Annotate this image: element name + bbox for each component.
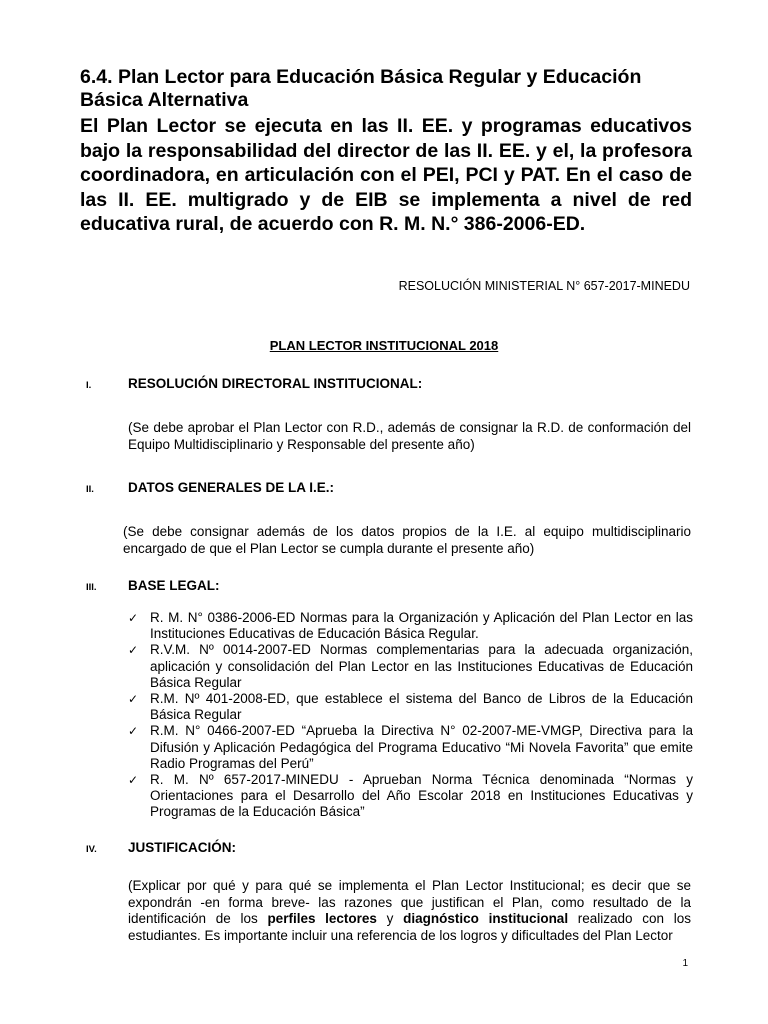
list-item-text: R.V.M. Nº 0014-2007-ED Normas complementarias para la adecuada organización, aplicación y consolidación del Plan Lector en las Instituciones Educativas de Educación Básica Regular bbox=[150, 642, 693, 690]
section-2-text: (Se debe consignar además de los datos propios de la I.E. al equipo multidisciplinario encargado de que el Plan Lector se cumpla durante el presente año) bbox=[123, 524, 691, 556]
section-1-number: I. bbox=[86, 380, 92, 391]
legal-basis-list bbox=[128, 610, 693, 821]
list-item-text: R.M. N° 0466-2007-ED “Aprueba la Directiva N° 02-2007-ME-VMGP, Directiva para la Difusión y Aplicación Pedagógica del Programa Educativo “Mi Novela Favorita” que emite Radio Programas del Perú” bbox=[150, 723, 693, 771]
list-item-text: R. M. Nº 657-2017-MINEDU - Aprueban Norma Técnica denominada “Normas y Orientaciones para el Desarrollo del Año Escolar 2018 en Instituciones Educativas y Programas de la Educación Básica” bbox=[150, 772, 693, 820]
list-item bbox=[128, 691, 693, 723]
section-1-title: RESOLUCIÓN DIRECTORAL INSTITUCIONAL: bbox=[128, 376, 423, 391]
section-4-heading bbox=[86, 840, 706, 855]
section-3-title: BASE LEGAL: bbox=[128, 578, 220, 593]
justification-text-c: realizado con los estudiantes. Es importante incluir una referencia de los logros y dificultades del Plan Lector bbox=[128, 911, 691, 943]
section-1-text: (Se debe aprobar el Plan Lector con R.D., además de consignar la R.D. de conformación del Equipo Multidisciplinario y Responsable del presente año) bbox=[128, 420, 691, 452]
section-2-title: DATOS GENERALES DE LA I.E.: bbox=[128, 480, 335, 495]
plan-title-text: PLAN LECTOR INSTITUCIONAL 2018 bbox=[269, 338, 499, 353]
section-3-number: III. bbox=[86, 582, 97, 593]
list-item bbox=[128, 610, 693, 642]
list-item-text: R. M. N° 0386-2006-ED Normas para la Organización y Aplicación del Plan Lector en las Instituciones Educativas de Educación Básica Regular. bbox=[150, 610, 693, 642]
section-heading: 6.4. Plan Lector para Educación Básica Regular y Educación Básica Alternativa bbox=[80, 66, 642, 111]
heading-body: El Plan Lector se ejecuta en las II. EE. y programas educativos bajo la responsabilidad del director de las II. EE. y el, la profesora coordinadora, en articulación con el PEI, PCI y PAT. En el caso de las II. EE. multigrado y de EIB se implementa a nivel de red educativa rural, de acuerdo con R. M. N.° 386-2006-ED. bbox=[80, 115, 692, 235]
section-4-text bbox=[128, 878, 691, 944]
checkmark-icon: ✓ bbox=[128, 611, 139, 625]
plan-title bbox=[0, 338, 768, 353]
resolution-reference: RESOLUCIÓN MINISTERIAL N° 657-2017-MINEDU bbox=[398, 279, 690, 293]
section-3-heading bbox=[86, 578, 706, 593]
list-item bbox=[128, 642, 693, 691]
checkmark-icon: ✓ bbox=[128, 692, 139, 707]
checkmark-icon: ✓ bbox=[128, 643, 139, 658]
section-4-title: JUSTIFICACIÓN: bbox=[128, 840, 236, 855]
checkmark-icon: ✓ bbox=[128, 773, 139, 788]
section-2-heading bbox=[86, 480, 706, 495]
checkmark-icon: ✓ bbox=[128, 724, 139, 739]
list-item bbox=[128, 772, 693, 821]
section-2-number: II. bbox=[86, 484, 94, 495]
justification-bold-1: perfiles lectores bbox=[267, 911, 377, 926]
list-item bbox=[128, 723, 693, 772]
justification-bold-2: diagnóstico institucional bbox=[403, 911, 569, 926]
page-number: 1 bbox=[682, 958, 688, 969]
justification-text-b: y bbox=[376, 911, 404, 926]
section-4-number: IV. bbox=[86, 844, 97, 855]
justification-text-a: (Explicar por qué y para qué se implementa el Plan Lector Institucional; es decir que se expondrán -en forma breve- las razones que justifican el Plan, como resultado de la identificación de los bbox=[128, 878, 691, 926]
section-1-heading bbox=[86, 376, 706, 391]
list-item-text: R.M. Nº 401-2008-ED, que establece el sistema del Banco de Libros de la Educación Básica Regular bbox=[150, 691, 693, 723]
